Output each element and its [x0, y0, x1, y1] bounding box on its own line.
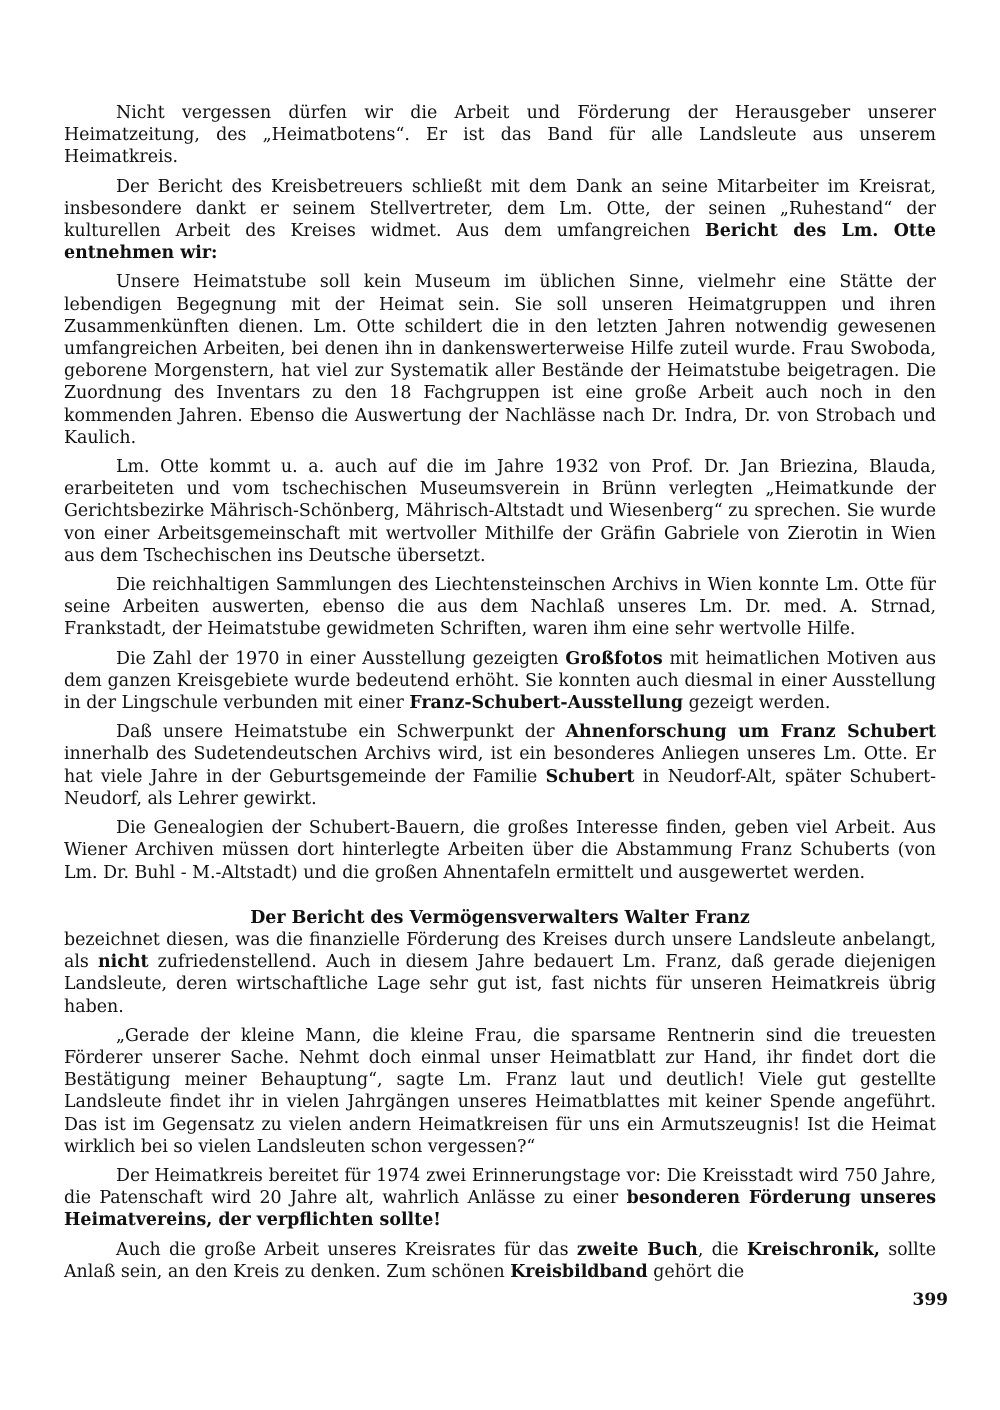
- text-run: Der Heimatkreis bereitet für 1974 zwei Erinnerungstage vor: Die Kreisstadt wird 750 Jahre, die Patenschaft wird 20 Jahre alt, wahrlich Anlässe zu einer: [64, 1165, 936, 1209]
- text-run: Die Zahl der 1970 in einer Ausstellung gezeigten: [116, 648, 566, 669]
- article-section-1: [64, 102, 936, 884]
- text-run: Die Genealogien der Schubert-Bauern, die großes Interesse finden, geben viel Arbeit. Aus Wiener Archiven müssen dort hinterlegte Arbeiten über die Abstammung Franz Schuberts (von Lm. Dr. Buhl - M.-Altstadt) und die großen Ahnentafeln ermittelt und ausgewertet werden.: [64, 818, 936, 883]
- paragraph: [64, 929, 936, 1018]
- paragraph: [64, 721, 936, 810]
- text-run: , die: [697, 1239, 747, 1260]
- paragraph: [64, 574, 936, 641]
- section-heading: Der Bericht des Vermögensverwalters Walter Franz: [250, 907, 750, 928]
- article-section-2: [64, 929, 936, 1283]
- text-run: innerhalb des Sudetendeutschen Archivs wird, ist ein besonderes Anliegen unseres Lm. Otte. Er hat viele Jahre in der Geburtsgemeinde der Familie: [64, 744, 936, 787]
- page-number: 399: [912, 1290, 948, 1310]
- paragraph: [64, 817, 936, 884]
- text-run: bezeichnet diesen, was die finanzielle Förderung des Kreises durch unsere Landsleute anbelangt, als: [64, 929, 936, 973]
- text-run: zufriedenstellend. Auch in diesem Jahre bedauert Lm. Franz, daß gerade diejenigen Landsleute, deren wirtschaftliche Lage sehr gut ist, fast nichts für unseren Heimatkreis übrig haben.: [64, 952, 936, 1017]
- text-run: „Gerade der kleine Mann, die kleine Frau, die sparsame Rentnerin sind die treuesten Förderer unserer Sache. Nehmt doch einmal unser Heimatblatt zur Hand, ihr findet dort die Bestätigung meiner Behauptung“, sagte Lm. Franz laut und deutlich! Viele gut gestellte Landsleute findet ihr in vielen Jahrgängen unseres Heimatblattes mit keiner Spende angeführt. Das ist im Gegensatz zu vielen andern Heimatkreisen für uns ein Armutszeugnis! Ist die Heimat wirklich bei so vielen Landsleuten schon vergessen?“: [64, 1025, 936, 1157]
- paragraph: [64, 176, 936, 265]
- text-run: Daß unsere Heimatstube ein Schwerpunkt der: [116, 722, 566, 743]
- page-body: [64, 102, 936, 1290]
- text-run: Die reichhaltigen Sammlungen des Liechtensteinschen Archivs in Wien konnte Lm. Otte für seine Arbeiten auswerten, ebenso die aus dem Nachlaß unseres Lm. Dr. med. A. Strnad, Frankstadt, der Heimatstube gewidmeten Schriften, waren ihm eine sehr wertvolle Hilfe.: [64, 575, 936, 640]
- text-run: Lm. Otte kommt u. a. auch auf die im Jahre 1932 von Prof. Dr. Jan Briezina, Blauda, erarbeiteten und vom tschechischen Museumsverein in Brünn verlegten „Heimatkunde der Gerichtsbezirke Mährisch-Schönberg, Mährisch-Altstadt und Wiesenberg“ zu sprechen. Sie wurde von einer Arbeitsgemeinschaft mit wertvoller Mithilfe der Gräfin Gabriele von Zierotin in Wien aus dem Tschechischen ins Deutsche übersetzt.: [64, 457, 936, 566]
- bold-text: Kreischronik,: [746, 1239, 880, 1260]
- text-run: Der Bericht des Kreisbetreuers schließt mit dem Dank an seine Mitarbeiter im Kreisrat, insbesondere dankt er seinem Stellvertreter, dem Lm. Otte, der seinen „Ruhestand“ der kulturellen Arbeit des Kreises widmet. Aus dem umfangreichen: [64, 176, 936, 242]
- bold-text: Schubert: [545, 766, 635, 787]
- bold-text: Franz-Schubert-Ausstellung: [409, 693, 684, 714]
- text-run: mit heimatlichen Motiven aus dem ganzen Kreisgebiete wurde bedeutend erhöht. Sie konnten auch diesmal in einer Ausstellung in der Lingschule verbunden mit einer: [64, 648, 937, 714]
- text-run: in Neudorf-Alt, später Schubert-Neudorf, als Lehrer gewirkt.: [64, 766, 936, 809]
- paragraph: [64, 1165, 936, 1232]
- paragraph: [64, 456, 936, 567]
- paragraph: [64, 1239, 936, 1283]
- paragraph: [64, 1025, 936, 1158]
- bold-text: Kreisbildband: [510, 1261, 648, 1282]
- text-run: sollte Anlaß sein, an den Kreis zu denken. Zum schönen: [64, 1239, 936, 1282]
- bold-text: zweite Buch: [576, 1239, 698, 1260]
- paragraph: [64, 102, 936, 169]
- bold-text: besonderen Förderung unseres Heimatvereins, der verpflichten sollte!: [64, 1188, 936, 1231]
- paragraph: [64, 271, 936, 449]
- bold-text: nicht: [98, 952, 149, 973]
- bold-text: Ahnenforschung um Franz Schubert: [565, 722, 936, 743]
- paragraph: [64, 648, 936, 715]
- text-run: Unsere Heimatstube soll kein Museum im üblichen Sinne, vielmehr eine Stätte der lebendigen Begegnung mit der Heimat sein. Sie soll unseren Heimatgruppen und ihren Zusammenkünften dienen. Lm. Otte schildert die in den letzten Jahren notwendig gewesenen umfangreichen Arbeiten, bei denen ihn in dankenswerterweise Hilfe zuteil wurde. Frau Swoboda, geborene Morgenstern, hat viel zur Systematik aller Bestände der Heimatstube beigetragen. Die Zuordnung des Inventars zu den 18 Fachgruppen ist eine große Arbeit auch noch in den kommenden Jahren. Ebenso die Auswertung der Nachlässe nach Dr. Indra, Dr. von Strobach und Kaulich.: [64, 272, 936, 448]
- text-run: Nicht vergessen dürfen wir die Arbeit und Förderung der Herausgeber unserer Heimatzeitung, des „Heimatbotens“. Er ist das Band für alle Landsleute aus unserem Heimatkreis.: [64, 103, 936, 168]
- text-run: Auch die große Arbeit unseres Kreisrates für das: [116, 1239, 577, 1260]
- text-run: gehört die: [647, 1261, 745, 1282]
- text-run: gezeigt werden.: [683, 693, 831, 714]
- bold-text: Bericht des Lm. Otte entnehmen wir:: [64, 221, 936, 264]
- bold-text: Großfotos: [565, 648, 663, 669]
